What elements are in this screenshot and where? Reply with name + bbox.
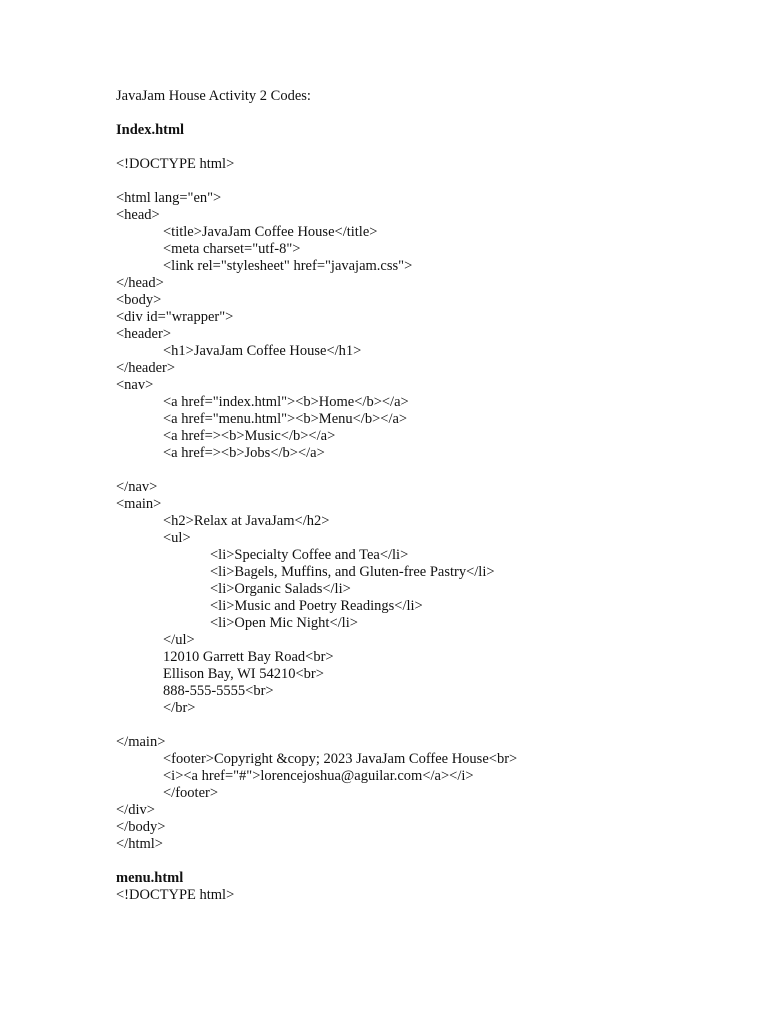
code-line: </body> (116, 819, 166, 835)
code-line: <li>Open Mic Night</li> (210, 615, 358, 631)
code-line: </html> (116, 836, 163, 852)
code-line: <header> (116, 326, 171, 342)
index-heading: Index.html (116, 122, 185, 138)
code-line: </ul> (163, 632, 195, 648)
document-page (116, 88, 736, 904)
code-line: <footer>Copyright &copy; 2023 JavaJam Coffee House<br> (163, 751, 518, 767)
spacer (116, 173, 736, 190)
code-line: <li>Bagels, Muffins, and Gluten-free Pastry</li> (210, 564, 495, 580)
code-line: </header> (116, 360, 176, 376)
code-line: <html lang="en"> (116, 190, 222, 206)
code-line: </div> (116, 802, 155, 818)
code-line: <main> (116, 496, 162, 512)
code-line: <li>Specialty Coffee and Tea</li> (210, 547, 409, 563)
code-line: <h2>Relax at JavaJam</h2> (163, 513, 330, 529)
code-line: <link rel="stylesheet" href="javajam.css"> (163, 258, 413, 274)
code-line: Ellison Bay, WI 54210<br> (163, 666, 324, 682)
code-line: <li>Music and Poetry Readings</li> (210, 598, 423, 614)
spacer (116, 462, 736, 479)
code-line: </main> (116, 734, 166, 750)
code-line: <ul> (163, 530, 191, 546)
code-line: </nav> (116, 479, 158, 495)
code-line: </br> (163, 700, 196, 716)
code-line: <title>JavaJam Coffee House</title> (163, 224, 378, 240)
code-line: </footer> (163, 785, 219, 801)
code-line: <div id="wrapper"> (116, 309, 234, 325)
spacer (116, 717, 736, 734)
code-line: <body> (116, 292, 162, 308)
spacer (116, 105, 736, 122)
code-line: <i><a href="#">lorencejoshua@aguilar.com</a></i> (163, 768, 474, 784)
code-line: <nav> (116, 377, 154, 393)
code-line: <a href=><b>Jobs</b></a> (163, 445, 325, 461)
code-line: 12010 Garrett Bay Road<br> (163, 649, 334, 665)
document-title: JavaJam House Activity 2 Codes: (116, 88, 311, 104)
code-line: <li>Organic Salads</li> (210, 581, 351, 597)
spacer (116, 139, 736, 156)
code-line: <!DOCTYPE html> (116, 156, 235, 172)
spacer (116, 853, 736, 870)
code-line: <a href="index.html"><b>Home</b></a> (163, 394, 409, 410)
code-line: <head> (116, 207, 160, 223)
code-line: <!DOCTYPE html> (116, 887, 235, 903)
code-line: <a href="menu.html"><b>Menu</b></a> (163, 411, 408, 427)
code-line: 888-555-5555<br> (163, 683, 274, 699)
code-line: <h1>JavaJam Coffee House</h1> (163, 343, 362, 359)
code-line: </head> (116, 275, 164, 291)
code-line: <meta charset="utf-8"> (163, 241, 301, 257)
menu-heading: menu.html (116, 870, 184, 886)
code-line: <a href=><b>Music</b></a> (163, 428, 336, 444)
